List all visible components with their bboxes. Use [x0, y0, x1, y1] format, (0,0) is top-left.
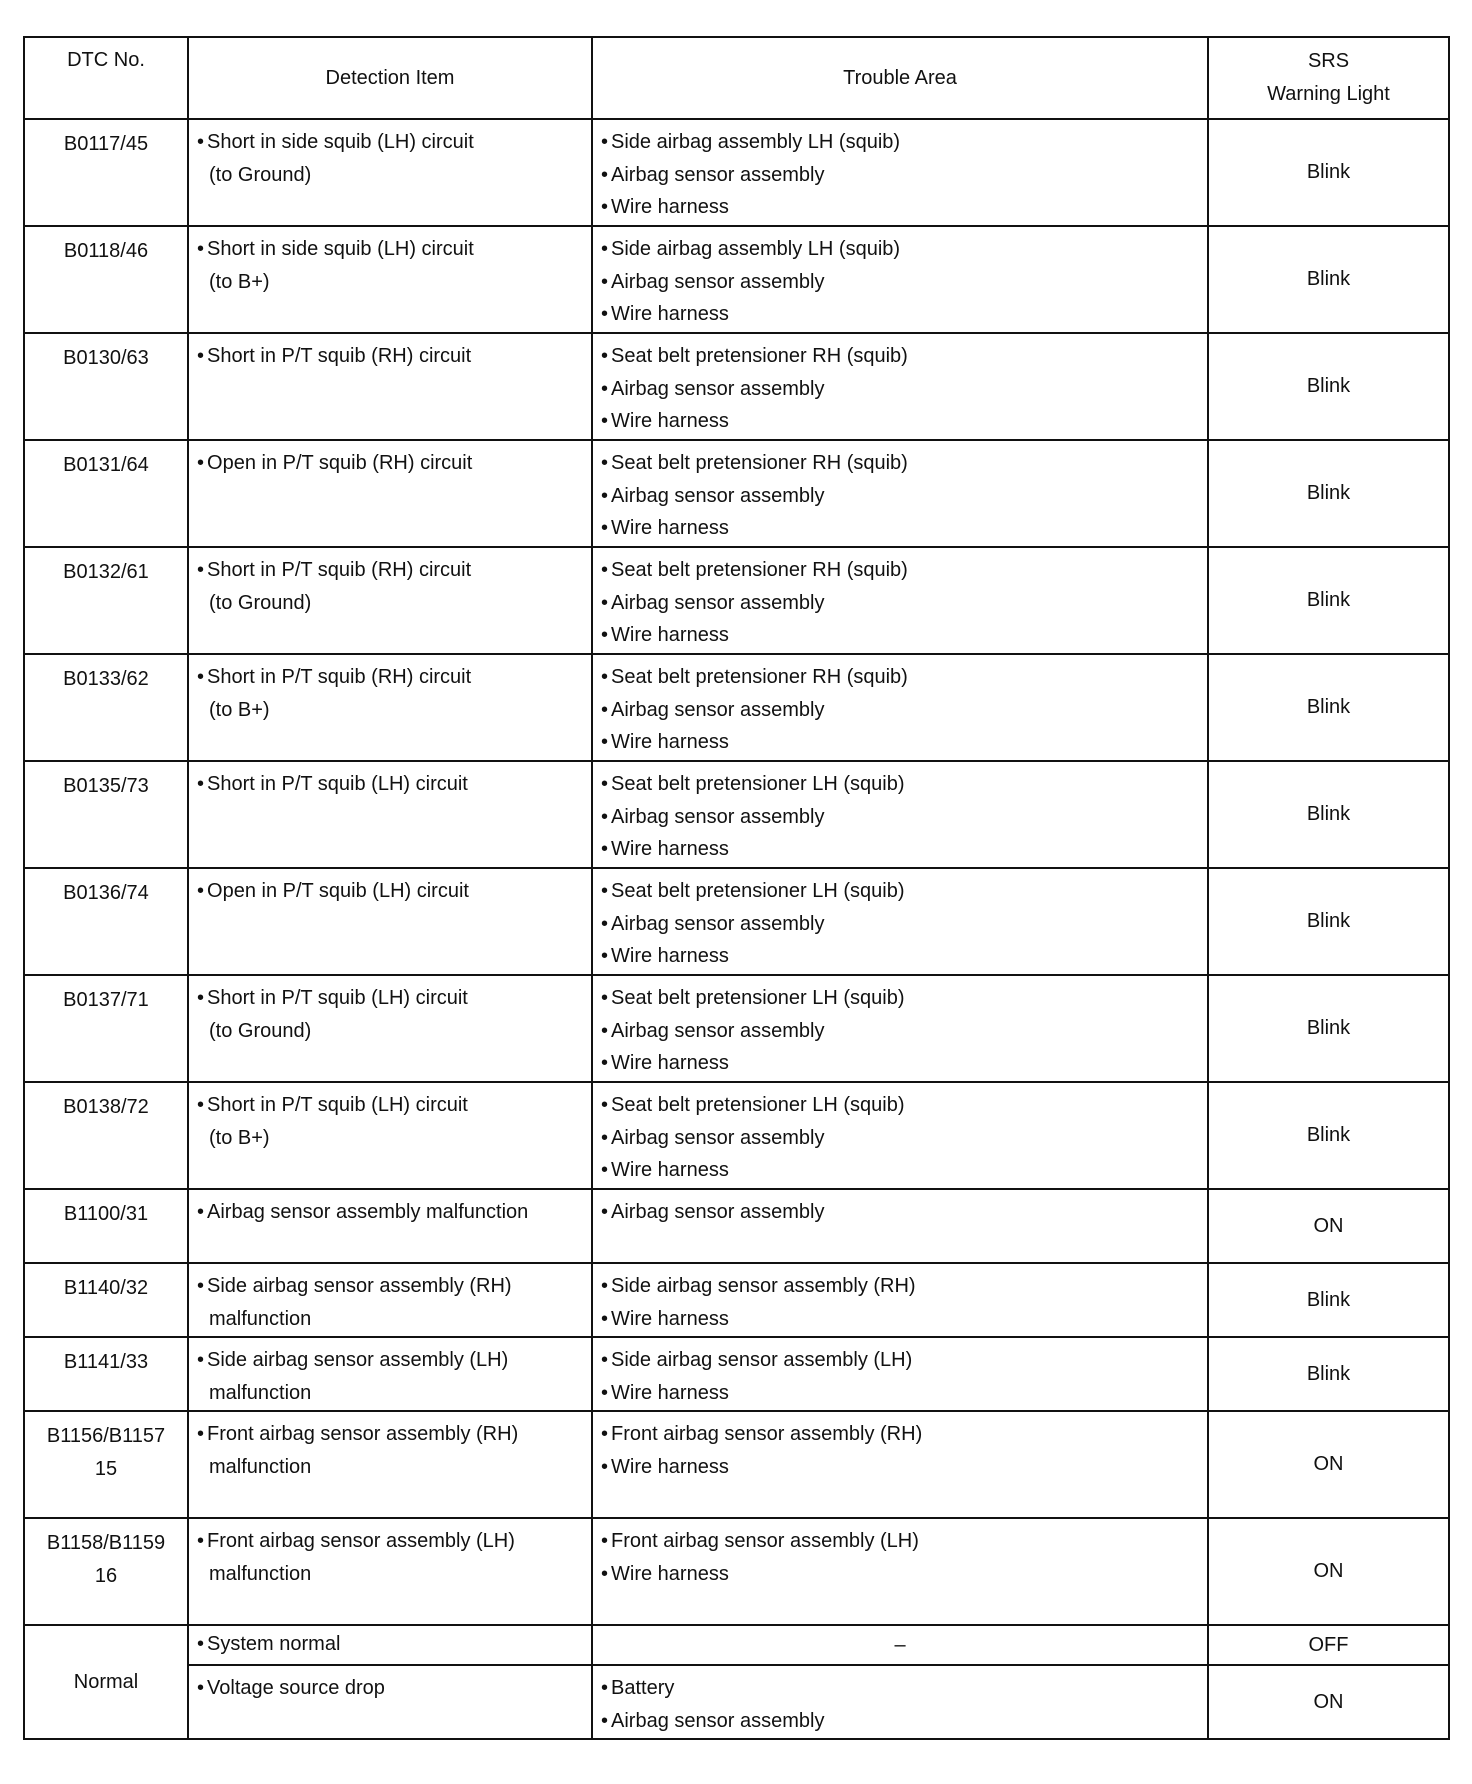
dtc-code-cell: [24, 1082, 188, 1189]
trouble-area-item: • Wire harness: [601, 1154, 1199, 1187]
trouble-area-item: • Seat belt pretensioner RH (squib): [601, 340, 1199, 373]
warning-light-cell: Blink: [1208, 333, 1449, 440]
dtc-code-cell: [24, 761, 188, 868]
detection-item-cell: [188, 975, 592, 1082]
normal-label-cell: Normal: [24, 1625, 188, 1739]
detection-item-text: malfunction: [209, 1381, 312, 1404]
detection-item-text: (to B+): [209, 270, 270, 293]
warning-light-cell: Blink: [1208, 1082, 1449, 1189]
dtc-code: 16: [94, 1565, 118, 1587]
trouble-area-cell: [592, 547, 1208, 654]
detection-item-text: • Short in P/T squib (RH) circuit: [197, 661, 583, 694]
detection-item-cell: [188, 1263, 592, 1337]
trouble-area-item: • Battery: [601, 1672, 1199, 1705]
detection-item-cell: [188, 1189, 592, 1263]
detection-item-text: • Short in P/T squib (LH) circuit: [197, 982, 583, 1015]
table-row: [24, 226, 1449, 333]
detection-item-text: • Front airbag sensor assembly (LH): [197, 1525, 583, 1558]
table-row: [24, 1518, 1449, 1625]
trouble-area-cell: [592, 654, 1208, 761]
trouble-area-item: • Seat belt pretensioner RH (squib): [601, 447, 1199, 480]
dtc-code: B0117/45: [63, 133, 149, 155]
header-detection-item: Detection Item: [188, 37, 592, 119]
dtc-table-body: [24, 119, 1449, 1739]
detection-item-text: • Front airbag sensor assembly (RH): [197, 1418, 583, 1451]
detection-item-text: malfunction: [209, 1307, 312, 1330]
table-row: [24, 1411, 1449, 1518]
detection-item-text: (to B+): [209, 1126, 270, 1149]
dtc-code-cell: [24, 1337, 188, 1411]
table-row: [24, 1189, 1449, 1263]
trouble-area-item: • Side airbag sensor assembly (RH): [601, 1270, 1199, 1303]
table-row: [24, 654, 1449, 761]
detection-item-text: • Airbag sensor assembly malfunction: [197, 1196, 583, 1229]
detection-item-cell: [188, 440, 592, 547]
table-row: [24, 761, 1449, 868]
trouble-area-item: • Seat belt pretensioner LH (squib): [601, 1089, 1199, 1122]
trouble-area-cell: [592, 226, 1208, 333]
dtc-code: B0118/46: [63, 240, 149, 262]
detection-item-text: • Short in side squib (LH) circuit: [197, 233, 583, 266]
normal-row: [24, 1665, 1449, 1739]
detection-item-cell: [188, 868, 592, 975]
trouble-area-cell: [592, 975, 1208, 1082]
dtc-code-cell: [24, 119, 188, 226]
warning-light-cell: Blink: [1208, 1263, 1449, 1337]
header-warning-light-line: Warning Light: [1267, 83, 1390, 105]
dtc-code-cell: [24, 547, 188, 654]
detection-item-text: • Short in P/T squib (RH) circuit: [197, 340, 583, 373]
warning-light-cell: Blink: [1208, 440, 1449, 547]
dtc-code-cell: [24, 975, 188, 1082]
trouble-area-item: • Seat belt pretensioner LH (squib): [601, 875, 1199, 908]
dtc-code: B1158/B1159: [46, 1532, 166, 1554]
trouble-area-item: • Wire harness: [601, 1558, 1199, 1591]
table-row: [24, 333, 1449, 440]
table-row: [24, 547, 1449, 654]
trouble-area-item: • Seat belt pretensioner LH (squib): [601, 768, 1199, 801]
trouble-area-item: • Airbag sensor assembly: [601, 1122, 1199, 1155]
header-trouble-area: Trouble Area: [592, 37, 1208, 119]
detection-item-text: malfunction: [209, 1455, 312, 1478]
detection-item-text: (to Ground): [209, 591, 312, 614]
detection-item-text: • Short in side squib (LH) circuit: [197, 126, 583, 159]
detection-item-cell: [188, 333, 592, 440]
detection-item-cell: [188, 1625, 592, 1665]
detection-item-text: • Side airbag sensor assembly (RH): [197, 1270, 583, 1303]
dtc-code: B1156/B1157: [46, 1425, 166, 1447]
trouble-area-cell: [592, 1411, 1208, 1518]
trouble-area-item: • Airbag sensor assembly: [601, 908, 1199, 941]
trouble-area-item: • Front airbag sensor assembly (LH): [601, 1525, 1199, 1558]
trouble-area-cell: [592, 1625, 1208, 1665]
trouble-area-cell: [592, 440, 1208, 547]
trouble-area-item: • Airbag sensor assembly: [601, 266, 1199, 299]
warning-light-cell: Blink: [1208, 975, 1449, 1082]
detection-item-cell: [188, 1518, 592, 1625]
table-row: [24, 440, 1449, 547]
trouble-area-item: • Wire harness: [601, 512, 1199, 545]
trouble-area-item: • Seat belt pretensioner LH (squib): [601, 982, 1199, 1015]
dtc-code-cell: [24, 1263, 188, 1337]
warning-light-cell: Blink: [1208, 654, 1449, 761]
warning-light-cell: ON: [1208, 1189, 1449, 1263]
detection-item-cell: [188, 1665, 592, 1739]
trouble-area-cell: [592, 1518, 1208, 1625]
detection-item-cell: [188, 1337, 592, 1411]
trouble-area-item: • Wire harness: [601, 298, 1199, 331]
table-row: [24, 119, 1449, 226]
dtc-code: B0130/63: [63, 347, 149, 369]
trouble-area-item: • Wire harness: [601, 619, 1199, 652]
trouble-area-item: • Side airbag assembly LH (squib): [601, 233, 1199, 266]
trouble-area-item: • Airbag sensor assembly: [601, 801, 1199, 834]
warning-light-cell: Blink: [1208, 119, 1449, 226]
empty-dash: –: [894, 1633, 906, 1656]
warning-light-cell: Blink: [1208, 868, 1449, 975]
dtc-code: B0135/73: [63, 775, 149, 797]
dtc-code: B1141/33: [63, 1351, 149, 1373]
trouble-area-item: • Front airbag sensor assembly (RH): [601, 1418, 1199, 1451]
dtc-code-cell: [24, 868, 188, 975]
dtc-code: B0133/62: [63, 668, 149, 690]
dtc-table: [23, 36, 1450, 1740]
trouble-area-cell: [592, 1337, 1208, 1411]
detection-item-cell: [188, 1082, 592, 1189]
trouble-area-item: • Wire harness: [601, 1303, 1199, 1336]
dtc-code: 15: [94, 1458, 118, 1480]
warning-light-cell: Blink: [1208, 547, 1449, 654]
detection-item-text: • Short in P/T squib (LH) circuit: [197, 768, 583, 801]
trouble-area-cell: [592, 868, 1208, 975]
detection-item-text: (to Ground): [209, 1019, 312, 1042]
trouble-area-item: • Wire harness: [601, 191, 1199, 224]
trouble-area-item: • Seat belt pretensioner RH (squib): [601, 661, 1199, 694]
table-row: [24, 868, 1449, 975]
trouble-area-item: • Wire harness: [601, 1047, 1199, 1080]
dtc-code: B0132/61: [63, 561, 149, 583]
header-srs-warning-light: [1208, 37, 1449, 119]
trouble-area-cell: [592, 761, 1208, 868]
warning-light-cell: Blink: [1208, 1337, 1449, 1411]
dtc-code-cell: [24, 1518, 188, 1625]
dtc-code-cell: [24, 333, 188, 440]
table-row: [24, 1082, 1449, 1189]
detection-item-text: • Voltage source drop: [197, 1672, 583, 1705]
dtc-code-cell: [24, 1189, 188, 1263]
dtc-code: B1140/32: [63, 1277, 149, 1299]
trouble-area-cell: [592, 1665, 1208, 1739]
trouble-area-cell: [592, 333, 1208, 440]
warning-light-cell: ON: [1208, 1665, 1449, 1739]
detection-item-text: (to Ground): [209, 163, 312, 186]
trouble-area-item: • Wire harness: [601, 1451, 1199, 1484]
dtc-code-cell: [24, 1411, 188, 1518]
trouble-area-item: • Airbag sensor assembly: [601, 1196, 1199, 1229]
dtc-code: B0137/71: [63, 989, 149, 1011]
header-row: [24, 37, 1449, 119]
detection-item-text: (to B+): [209, 698, 270, 721]
detection-item-cell: [188, 1411, 592, 1518]
trouble-area-item: • Airbag sensor assembly: [601, 694, 1199, 727]
trouble-area-item: • Airbag sensor assembly: [601, 1015, 1199, 1048]
detection-item-text: • Open in P/T squib (LH) circuit: [197, 875, 583, 908]
trouble-area-item: • Wire harness: [601, 1377, 1199, 1410]
trouble-area-cell: [592, 1189, 1208, 1263]
warning-light-cell: ON: [1208, 1411, 1449, 1518]
trouble-area-item: • Side airbag sensor assembly (LH): [601, 1344, 1199, 1377]
detection-item-cell: [188, 547, 592, 654]
warning-light-cell: Blink: [1208, 226, 1449, 333]
trouble-area-item: • Wire harness: [601, 940, 1199, 973]
trouble-area-item: • Wire harness: [601, 726, 1199, 759]
detection-item-cell: [188, 761, 592, 868]
dtc-code: B0138/72: [63, 1096, 149, 1118]
dtc-code: B1100/31: [63, 1203, 149, 1225]
normal-row: [24, 1625, 1449, 1665]
dtc-code: B0131/64: [63, 454, 149, 476]
trouble-area-item: • Airbag sensor assembly: [601, 373, 1199, 406]
trouble-area-cell: [592, 1082, 1208, 1189]
trouble-area-item: • Wire harness: [601, 833, 1199, 866]
dtc-code: B0136/74: [63, 882, 149, 904]
trouble-area-item: • Airbag sensor assembly: [601, 1705, 1199, 1738]
trouble-area-item: • Airbag sensor assembly: [601, 587, 1199, 620]
detection-item-text: • Short in P/T squib (LH) circuit: [197, 1089, 583, 1122]
detection-item-cell: [188, 119, 592, 226]
trouble-area-item: • Airbag sensor assembly: [601, 480, 1199, 513]
table-row: [24, 1337, 1449, 1411]
detection-item-cell: [188, 654, 592, 761]
warning-light-cell: ON: [1208, 1518, 1449, 1625]
detection-item-cell: [188, 226, 592, 333]
table-row: [24, 1263, 1449, 1337]
trouble-area-cell: [592, 1263, 1208, 1337]
header-dtc-no: DTC No.: [24, 37, 188, 119]
dtc-code-cell: [24, 226, 188, 333]
trouble-area-item: • Side airbag assembly LH (squib): [601, 126, 1199, 159]
dtc-code-cell: [24, 440, 188, 547]
detection-item-text: • Open in P/T squib (RH) circuit: [197, 447, 583, 480]
warning-light-cell: Blink: [1208, 761, 1449, 868]
trouble-area-item: • Airbag sensor assembly: [601, 159, 1199, 192]
header-srs-line: SRS: [1307, 50, 1350, 72]
trouble-area-item: • Wire harness: [601, 405, 1199, 438]
table-row: [24, 975, 1449, 1082]
detection-item-text: • System normal: [197, 1628, 583, 1661]
detection-item-text: • Short in P/T squib (RH) circuit: [197, 554, 583, 587]
trouble-area-cell: [592, 119, 1208, 226]
dtc-code-cell: [24, 654, 188, 761]
detection-item-text: • Side airbag sensor assembly (LH): [197, 1344, 583, 1377]
warning-light-cell: OFF: [1208, 1625, 1449, 1665]
trouble-area-item: • Seat belt pretensioner RH (squib): [601, 554, 1199, 587]
detection-item-text: malfunction: [209, 1562, 312, 1585]
